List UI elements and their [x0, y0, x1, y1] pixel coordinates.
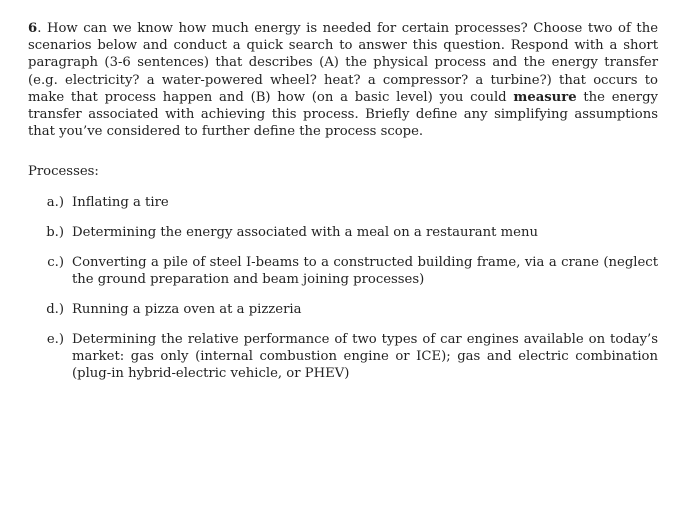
question-number: 6 — [28, 21, 38, 36]
list-item — [28, 254, 658, 288]
list-item-text: Running a pizza oven at a pizzeria — [72, 302, 302, 318]
list-marker: e.) — [46, 332, 64, 348]
processes-heading: Processes: — [28, 164, 99, 180]
question-bold-word: measure — [513, 89, 577, 105]
list-item — [28, 331, 658, 382]
list-item — [28, 301, 658, 318]
list-item — [28, 224, 658, 241]
document-page — [28, 20, 658, 395]
list-item — [28, 194, 658, 211]
list-marker: d.) — [46, 302, 64, 318]
question-text-part1: . How can we know how much energy is needed for certain processes? Choose two of the scenarios below and conduct a quick search to answer this question. Respond with a short paragraph (3-6 sentences) that describes (A) the physical process and the energy transfer (e.g. electricity? a water-powered wheel? heat? a compressor? a turbine?) that occurs to make that process happen and (B) how (on a basic level) you could — [28, 21, 658, 105]
question-text-part2: the energy transfer associated with achieving this process. Briefly define any simplifying assumptions that you’ve considered to further define the process scope. — [28, 89, 658, 140]
list-item-text: Determining the energy associated with a meal on a restaurant menu — [72, 225, 538, 241]
question-paragraph — [28, 20, 658, 140]
list-marker: b.) — [46, 225, 64, 241]
process-list — [28, 194, 658, 382]
list-marker: c.) — [47, 255, 64, 271]
list-item-text: Inflating a tire — [72, 195, 169, 211]
list-item-text: Determining the relative performance of two types of car engines available on today’s market: gas only (internal combustion engine or ICE); gas and electric combination (plug-in hybrid-electric vehicle, or PHEV) — [72, 332, 658, 382]
list-marker: a.) — [46, 195, 64, 211]
list-item-text: Converting a pile of steel I-beams to a constructed building frame, via a crane (neglect the ground preparation and beam joining processes) — [72, 255, 658, 288]
